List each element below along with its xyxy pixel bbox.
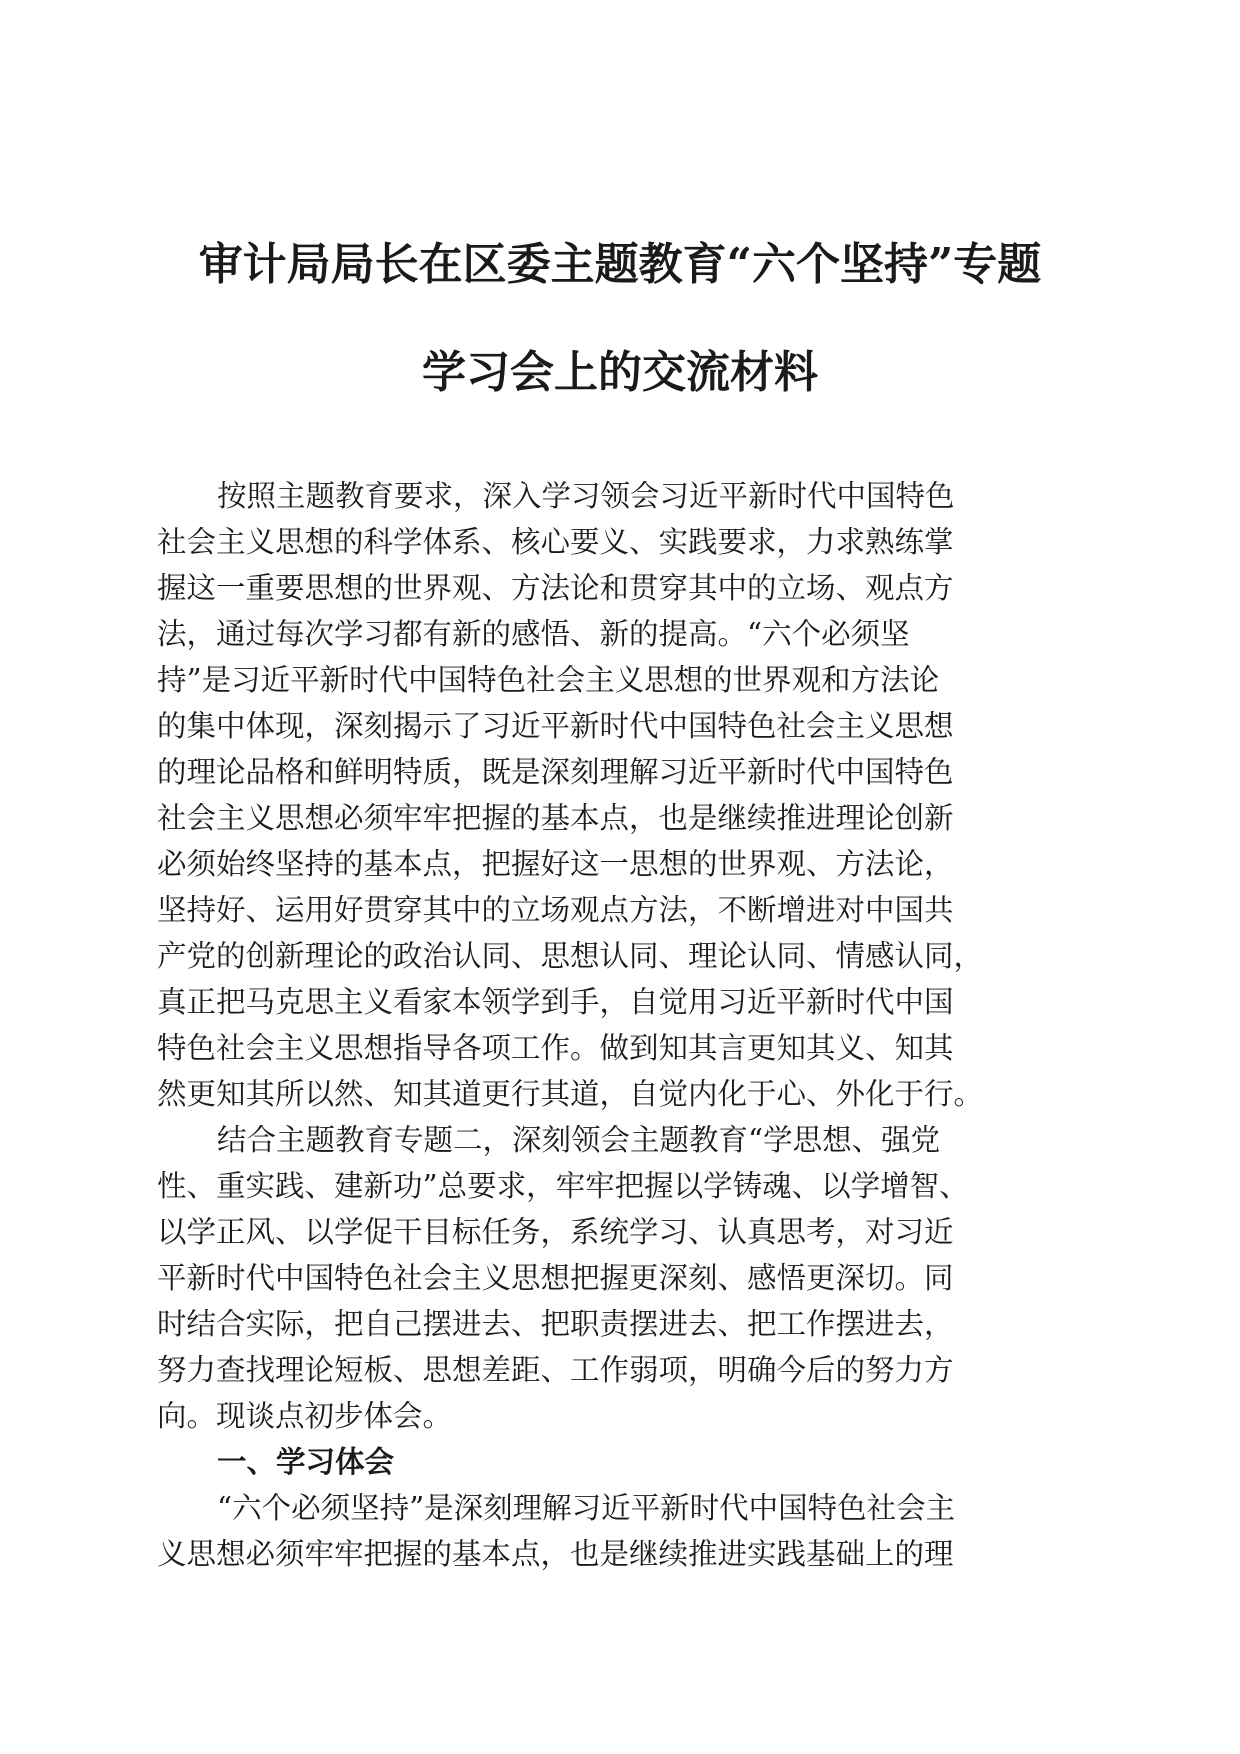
text-line: “六个必须坚持”是深刻理解习近平新时代中国特色社会主 [217, 1491, 956, 1525]
text-line: 的理论品格和鲜明特质，既是深刻理解习近平新时代中国特色 [157, 755, 954, 789]
document-title-line-1: 审计局局长在区委主题教育“六个坚持”专题 [198, 239, 1042, 290]
text-line: 然更知其所以然、知其道更行其道，自觉内化于心、外化于行。 [157, 1077, 984, 1111]
text-line: 社会主义思想的科学体系、核心要义、实践要求，力求熟练掌 [157, 525, 954, 559]
document-title-line-2: 学习会上的交流材料 [422, 347, 818, 398]
text-line: 必须始终坚持的基本点，把握好这一思想的世界观、方法论， [157, 847, 954, 881]
text-line: 坚持好、运用好贯穿其中的立场观点方法，不断增进对中国共 [157, 893, 954, 927]
text-line: 向。现谈点初步体会。 [157, 1399, 453, 1433]
text-line: 以学正风、以学促干目标任务，系统学习、认真思考，对习近 [157, 1215, 954, 1249]
section-heading-text: 一、学习体会 [217, 1445, 395, 1479]
text-line: 持”是习近平新时代中国特色社会主义思想的世界观和方法论 [157, 663, 940, 697]
text-line: 结合主题教育专题二，深刻领会主题教育“学思想、强党 [217, 1123, 941, 1157]
text-line: 特色社会主义思想指导各项工作。做到知其言更知其义、知其 [157, 1031, 954, 1065]
text-line: 按照主题教育要求，深入学习领会习近平新时代中国特色 [217, 479, 955, 513]
text-line: 握这一重要思想的世界观、方法论和贯穿其中的立场、观点方 [157, 571, 954, 605]
text-line: 社会主义思想必须牢牢把握的基本点，也是继续推进理论创新 [157, 801, 954, 835]
text-line: 性、重实践、建新功”总要求，牢牢把握以学铸魂、以学增智、 [157, 1169, 969, 1203]
text-line: 努力查找理论短板、思想差距、工作弱项，明确今后的努力方 [157, 1353, 954, 1387]
text-line: 真正把马克思主义看家本领学到手，自觉用习近平新时代中国 [157, 985, 954, 1019]
text-line: 法，通过每次学习都有新的感悟、新的提高。“六个必须坚 [157, 617, 910, 651]
text-line: 义思想必须牢牢把握的基本点，也是继续推进实践基础上的理 [157, 1537, 954, 1571]
text-line: 平新时代中国特色社会主义思想把握更深刻、感悟更深切。同 [157, 1261, 954, 1295]
text-line: 的集中体现，深刻揭示了习近平新时代中国特色社会主义思想 [157, 709, 954, 743]
text-line: 时结合实际，把自己摆进去、把职责摆进去、把工作摆进去， [157, 1307, 954, 1341]
text-line: 产党的创新理论的政治认同、思想认同、理论认同、情感认同， [157, 939, 984, 973]
